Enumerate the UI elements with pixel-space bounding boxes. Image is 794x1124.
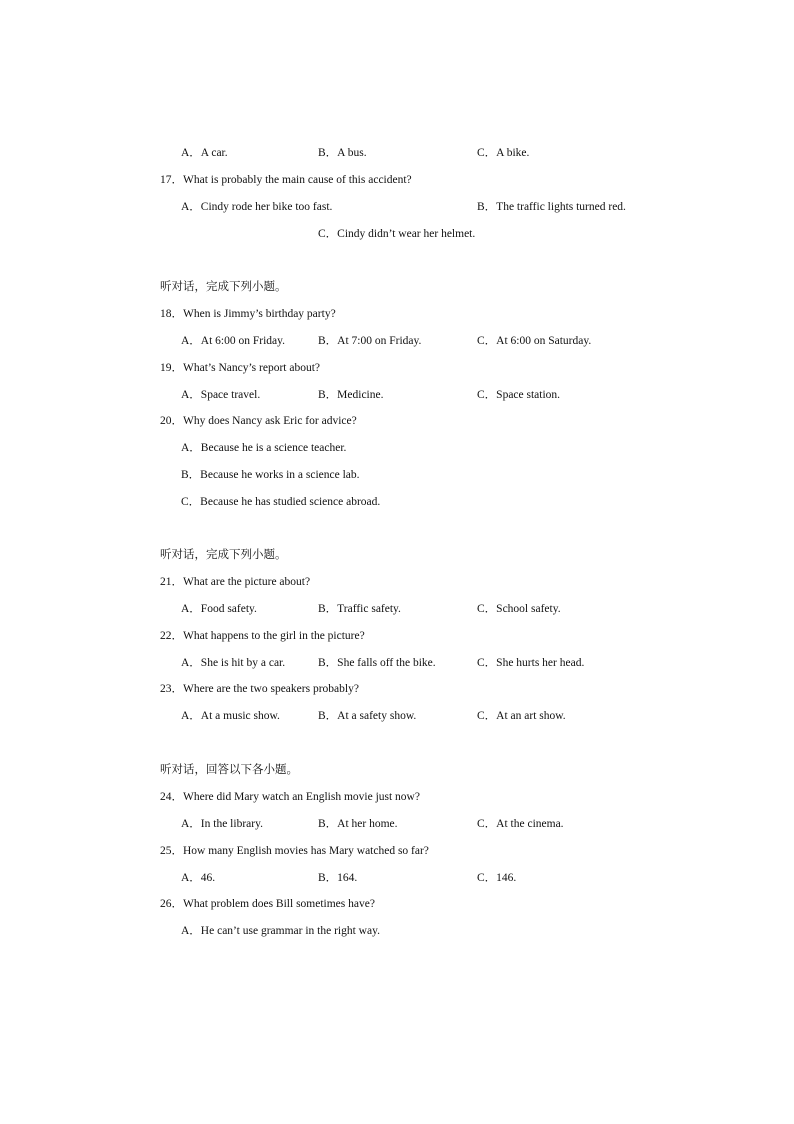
q18-question: 18．When is Jimmy’s birthday party? [160,308,336,320]
q25-option-a: A．46. [181,872,216,884]
q23-question: 23．Where are the two speakers probably? [160,683,359,695]
section-heading-2: 听对话，完成下列小题。 [160,549,287,561]
q24-option-a: A．In the library. [181,818,263,830]
q16-option-b: B．A bus. [318,147,367,159]
q20-question: 20．Why does Nancy ask Eric for advice? [160,415,357,427]
q25-question: 25．How many English movies has Mary watched so far? [160,845,429,857]
section-heading-3: 听对话，回答以下各小题。 [160,764,298,776]
q20-option-c: C．Because he has studied science abroad. [181,496,381,508]
q17-option-b: B．The traffic lights turned red. [477,201,626,213]
q21-question: 21．What are the picture about? [160,576,311,588]
q24-question: 24．Where did Mary watch an English movie just now? [160,791,420,803]
q26-question: 26．What problem does Bill sometimes have? [160,898,375,910]
q23-option-a: A．At a music show. [181,710,280,722]
q17-question: 17．What is probably the main cause of this accident? [160,174,412,186]
q23-option-b: B．At a safety show. [318,710,417,722]
q18-option-a: A．At 6:00 on Friday. [181,335,286,347]
q21-option-a: A．Food safety. [181,603,257,615]
q19-question: 19．What’s Nancy’s report about? [160,362,320,374]
q17-option-a: A．Cindy rode her bike too fast. [181,201,333,213]
q24-option-b: B．At her home. [318,818,398,830]
q26-option-a: A．He can’t use grammar in the right way. [181,925,380,937]
q19-option-a: A．Space travel. [181,389,261,401]
q22-option-c: C．She hurts her head. [477,657,585,669]
q20-option-b: B．Because he works in a science lab. [181,469,360,481]
q25-option-c: C．146. [477,872,517,884]
q16-option-a: A．A car. [181,147,228,159]
q19-option-b: B．Medicine. [318,389,384,401]
q25-option-b: B．164. [318,872,358,884]
q18-option-b: B．At 7:00 on Friday. [318,335,422,347]
section-heading-1: 听对话，完成下列小题。 [160,281,287,293]
q23-option-c: C．At an art show. [477,710,566,722]
q22-option-a: A．She is hit by a car. [181,657,286,669]
q20-option-a: A．Because he is a science teacher. [181,442,347,454]
q17-option-c: C．Cindy didn’t wear her helmet. [318,228,476,240]
q18-option-c: C．At 6:00 on Saturday. [477,335,592,347]
q22-question: 22．What happens to the girl in the picture? [160,630,365,642]
q19-option-c: C．Space station. [477,389,561,401]
q21-option-b: B．Traffic safety. [318,603,401,615]
q16-option-c: C．A bike. [477,147,530,159]
q22-option-b: B．She falls off the bike. [318,657,436,669]
q21-option-c: C．School safety. [477,603,561,615]
q24-option-c: C．At the cinema. [477,818,564,830]
